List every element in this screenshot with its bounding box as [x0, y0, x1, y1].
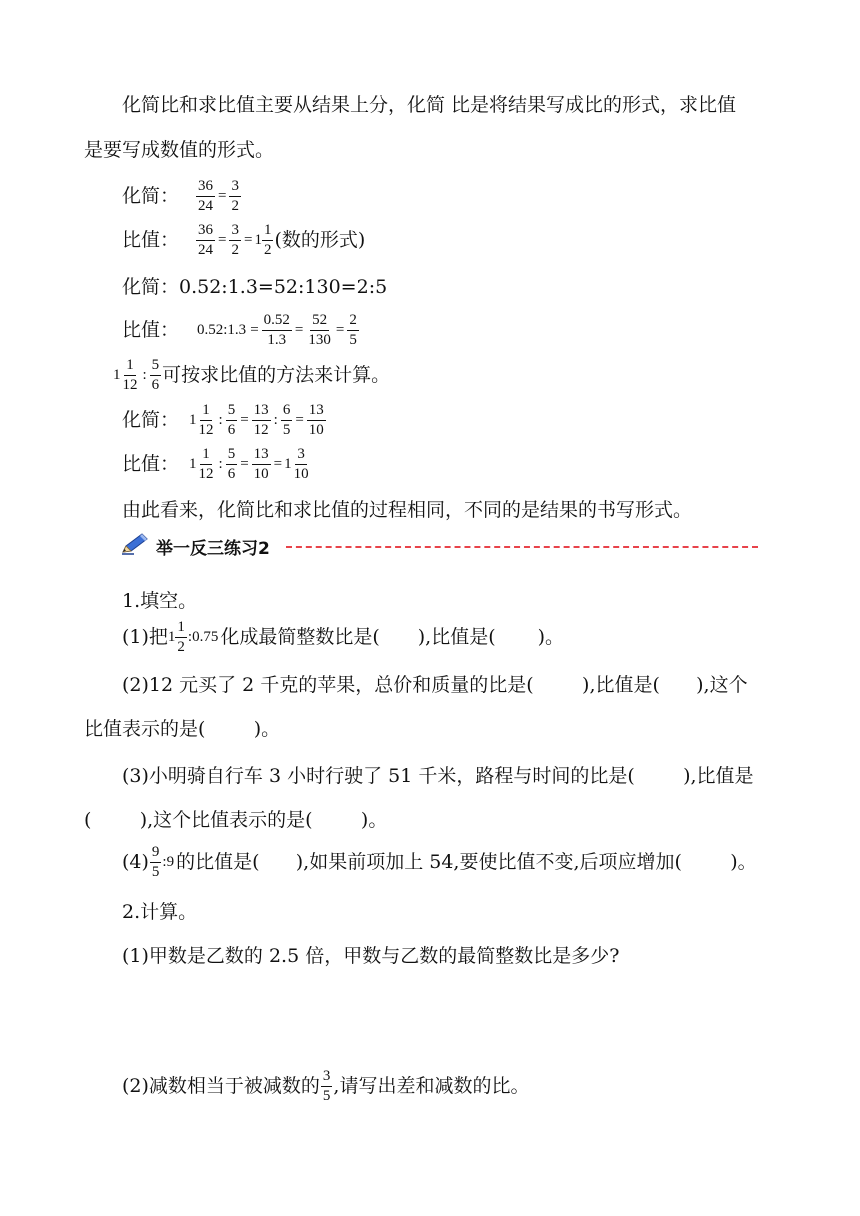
q1-p1-prefix: (1)把 — [122, 626, 168, 648]
denominator: 12 — [198, 421, 214, 438]
equals-sign: = — [294, 322, 304, 338]
fraction — [292, 446, 311, 483]
ex3-simplify — [122, 400, 327, 440]
fraction — [262, 222, 274, 259]
q1-part3-line1 — [122, 764, 754, 788]
q1-heading-text: 1.填空。 — [122, 590, 198, 612]
ex2-simplify — [122, 275, 387, 299]
numerator: 3 — [295, 446, 307, 465]
section-divider — [286, 546, 758, 548]
q1-part4 — [122, 842, 757, 882]
numerator: 36 — [196, 178, 215, 197]
denominator: 6 — [151, 376, 160, 393]
denominator: 130 — [308, 331, 331, 348]
fraction — [229, 178, 241, 215]
q1-p2-text-2: 比值表示的是( )。 — [84, 718, 281, 740]
q1-heading — [122, 589, 197, 613]
q1-p3-text-2: ( ),这个比值表示的是( )。 — [84, 809, 388, 831]
colon: : — [218, 456, 223, 472]
q1-part2-line1 — [122, 673, 748, 697]
fraction — [150, 357, 162, 394]
intro-line-1 — [122, 93, 736, 117]
q2-part2 — [122, 1066, 529, 1106]
denominator: 12 — [253, 421, 269, 438]
denominator: 10 — [293, 465, 309, 482]
numerator: 5 — [150, 357, 162, 376]
equals-sign: = — [295, 412, 304, 428]
colon: : — [142, 367, 147, 383]
ex3-ratio — [122, 444, 312, 484]
fraction — [321, 1068, 333, 1105]
mixed-whole: 1 — [189, 412, 197, 428]
ratio-expression: 0.52:1.3 — [197, 322, 247, 338]
ex3-intro-text: 可按求比值的方法来计算。 — [162, 364, 391, 386]
simplify-text: 化简：0.52:1.3=52:130=2:5 — [122, 276, 388, 298]
equals-sign: = — [240, 412, 249, 428]
equals-sign: = — [243, 232, 253, 248]
denominator: 5 — [349, 331, 357, 348]
fraction — [262, 312, 292, 349]
q1-p1-text-b: ),比值是( — [417, 626, 496, 648]
fraction — [306, 312, 333, 349]
q1-p4-prefix: (4) — [122, 851, 149, 873]
numerator: 6 — [281, 402, 293, 421]
numerator: 13 — [252, 402, 271, 421]
fraction — [175, 619, 187, 656]
denominator: 6 — [227, 465, 236, 482]
numerator: 13 — [307, 402, 326, 421]
mixed-whole: 1 — [167, 629, 176, 645]
q1-part2-line2 — [84, 717, 280, 741]
equals-sign: = — [335, 322, 345, 338]
numerator: 2 — [347, 312, 359, 331]
q2-p1-text: (1)甲数是乙数的 2.5 倍，甲数与乙数的最简整数比是多少? — [122, 945, 620, 967]
q1-p1-text-c: )。 — [537, 626, 565, 648]
numerator: 9 — [150, 844, 162, 863]
equals-sign: = — [273, 456, 283, 472]
fraction — [196, 222, 215, 259]
ratio-label: 比值： — [122, 229, 180, 251]
denominator: 24 — [198, 197, 214, 214]
ex1-ratio — [122, 220, 365, 260]
denominator: 1.3 — [267, 331, 287, 348]
numerator: 52 — [310, 312, 329, 331]
ex1-simplify — [122, 176, 242, 216]
ratio-label: 比值： — [122, 319, 180, 341]
q2-part1 — [122, 944, 619, 968]
fraction — [226, 402, 238, 439]
q1-p3-text-1: (3)小明骑自行车 3 小时行驶了 51 千米，路程与时间的比是( ),比值是 — [122, 765, 754, 787]
intro-text-2: 是要写成数值的形式。 — [84, 139, 275, 161]
denominator: 10 — [308, 421, 324, 438]
q1-p4-text: 的比值是( ),如果前项加上 54,要使比值不变,后项应增加( )。 — [176, 851, 757, 873]
denominator: 12 — [122, 376, 138, 393]
fraction — [196, 178, 215, 215]
q2-heading — [122, 900, 197, 924]
pencil-icon — [120, 532, 150, 560]
fraction — [307, 402, 326, 439]
denominator: 2 — [231, 241, 239, 258]
denominator: 10 — [253, 465, 269, 482]
fraction — [252, 402, 271, 439]
numerator: 13 — [252, 446, 271, 465]
fraction — [229, 222, 241, 259]
denominator: 5 — [282, 421, 291, 438]
numerator: 3 — [321, 1068, 333, 1087]
equals-sign: = — [218, 188, 227, 204]
section-header — [120, 532, 270, 560]
q1-part3-line2 — [84, 808, 387, 832]
ex3-intro — [113, 355, 390, 395]
fraction — [197, 402, 216, 439]
fraction — [281, 402, 293, 439]
mixed-whole: 1 — [254, 232, 262, 248]
numerator: 1 — [124, 357, 136, 376]
simplify-label: 化简： — [122, 409, 180, 431]
mixed-whole: 1 — [189, 456, 197, 472]
numerator: 1 — [200, 446, 212, 465]
denominator: 2 — [263, 241, 272, 258]
equals-sign: = — [240, 456, 249, 472]
note-text: (数的形式) — [274, 229, 366, 251]
denominator: 5 — [151, 863, 160, 880]
ratio-label: 比值： — [122, 453, 180, 475]
fraction — [121, 357, 140, 394]
numerator: 36 — [196, 222, 215, 241]
numerator: 3 — [229, 222, 241, 241]
numerator: 5 — [226, 402, 238, 421]
fraction — [252, 446, 271, 483]
q1-p1-text-a: 化成最简整数比是( — [220, 626, 380, 648]
denominator: 5 — [322, 1087, 331, 1104]
equals-sign: = — [250, 322, 259, 338]
fraction — [347, 312, 359, 349]
ex2-ratio — [122, 310, 360, 350]
numerator: 1 — [175, 619, 187, 638]
q2-p2-prefix: (2)减数相当于被减数的 — [122, 1075, 320, 1097]
intro-text-1: 化简比和求比值主要从结果上分，化简 比是将结果写成比的形式，求比值 — [122, 94, 737, 116]
mixed-whole: 1 — [284, 456, 292, 472]
fraction — [197, 446, 216, 483]
ratio-expression: :0.75 — [187, 629, 219, 645]
q2-heading-text: 2.计算。 — [122, 901, 198, 923]
section-title: 举一反三练习2 — [156, 538, 270, 559]
numerator: 0.52 — [262, 312, 292, 331]
q1-p2-text-1: (2)12 元买了 2 千克的苹果，总价和质量的比是( ),比值是( ),这个 — [122, 674, 748, 696]
simplify-label: 化简： — [122, 185, 180, 207]
numerator: 1 — [262, 222, 274, 241]
mixed-whole: 1 — [113, 367, 121, 383]
denominator: 24 — [198, 241, 214, 258]
colon: : — [273, 412, 278, 428]
intro-line-2 — [84, 138, 274, 162]
numerator: 5 — [226, 446, 238, 465]
conclusion-line — [122, 498, 692, 522]
colon: : — [218, 412, 223, 428]
q2-p2-suffix: ,请写出差和减数的比。 — [333, 1075, 530, 1097]
denominator: 12 — [198, 465, 214, 482]
denominator: 6 — [227, 421, 236, 438]
numerator: 3 — [229, 178, 241, 197]
conclusion-text: 由此看来，化简比和求比值的过程相同，不同的是结果的书写形式。 — [122, 499, 693, 521]
ratio-expression: :9 — [162, 854, 175, 870]
equals-sign: = — [218, 232, 227, 248]
q1-part1 — [122, 617, 564, 657]
fraction — [226, 446, 238, 483]
numerator: 1 — [200, 402, 212, 421]
denominator: 2 — [231, 197, 239, 214]
denominator: 2 — [177, 638, 185, 655]
fraction — [150, 844, 162, 881]
